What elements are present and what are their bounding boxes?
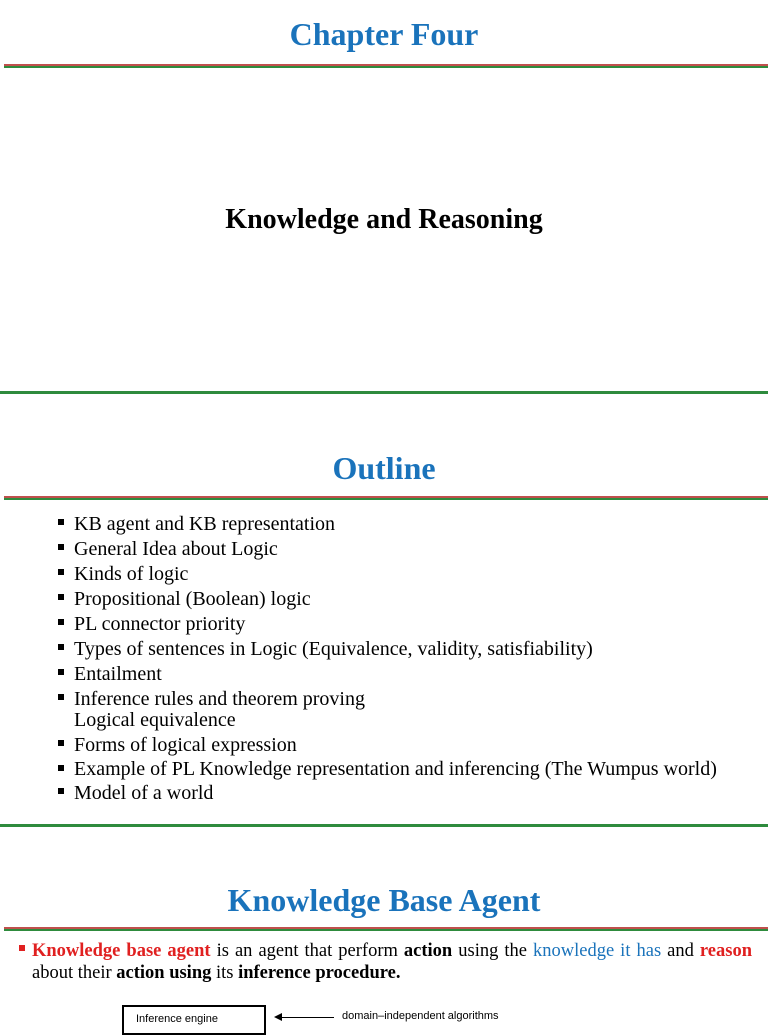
- bullet-icon: [58, 788, 64, 794]
- slide-separator-2: [0, 824, 768, 827]
- bullet-icon: [58, 669, 64, 675]
- slide3-title: Knowledge Base Agent: [227, 882, 541, 918]
- bullet-icon: [58, 765, 64, 771]
- arrow-line: [278, 1017, 334, 1018]
- list-item-continuation: Logical equivalence: [74, 709, 236, 731]
- list-item: Types of sentences in Logic (Equivalence, validity, satisfiability): [58, 639, 738, 660]
- bullet-icon: [58, 619, 64, 625]
- list-item: Entailment: [58, 664, 738, 685]
- kb-agent-definition: Knowledge base agent is an agent that perform action using the knowledge it has and reason about their action using its inference procedure.: [32, 941, 752, 983]
- bullet-icon: [58, 519, 64, 525]
- bullet-icon: [19, 945, 25, 951]
- bullet-icon: [58, 544, 64, 550]
- bullet-icon: [58, 644, 64, 650]
- diagram-note: domain–independent algorithms: [342, 1010, 499, 1022]
- list-item: Model of a world: [58, 783, 738, 804]
- list-item: PL connector priority: [58, 614, 738, 635]
- list-item: KB agent and KB representation: [58, 514, 738, 535]
- slide2-title: Outline: [332, 450, 436, 486]
- inference-engine-box: Inference engine: [122, 1005, 266, 1035]
- slide3-title-rule: [4, 927, 768, 931]
- bullet-icon: [58, 740, 64, 746]
- list-item: Example of PL Knowledge representation and inferencing (The Wumpus world): [58, 760, 738, 779]
- slide1-title-rule: [4, 64, 768, 68]
- bullet-icon: [58, 569, 64, 575]
- list-item: Propositional (Boolean) logic: [58, 589, 738, 610]
- list-item: General Idea about Logic: [58, 539, 738, 560]
- outline-list: [58, 514, 738, 808]
- slide1-subtitle: Knowledge and Reasoning: [225, 204, 543, 235]
- list-item: Forms of logical expression: [58, 735, 738, 756]
- list-item: Inference rules and theorem proving Logical equivalence: [58, 689, 738, 731]
- slide-separator-1: [0, 391, 768, 394]
- slide2-title-rule: [4, 496, 768, 500]
- slide1-title: Chapter Four: [289, 16, 479, 52]
- bullet-icon: [58, 694, 64, 700]
- bullet-icon: [58, 594, 64, 600]
- list-item: Kinds of logic: [58, 564, 738, 585]
